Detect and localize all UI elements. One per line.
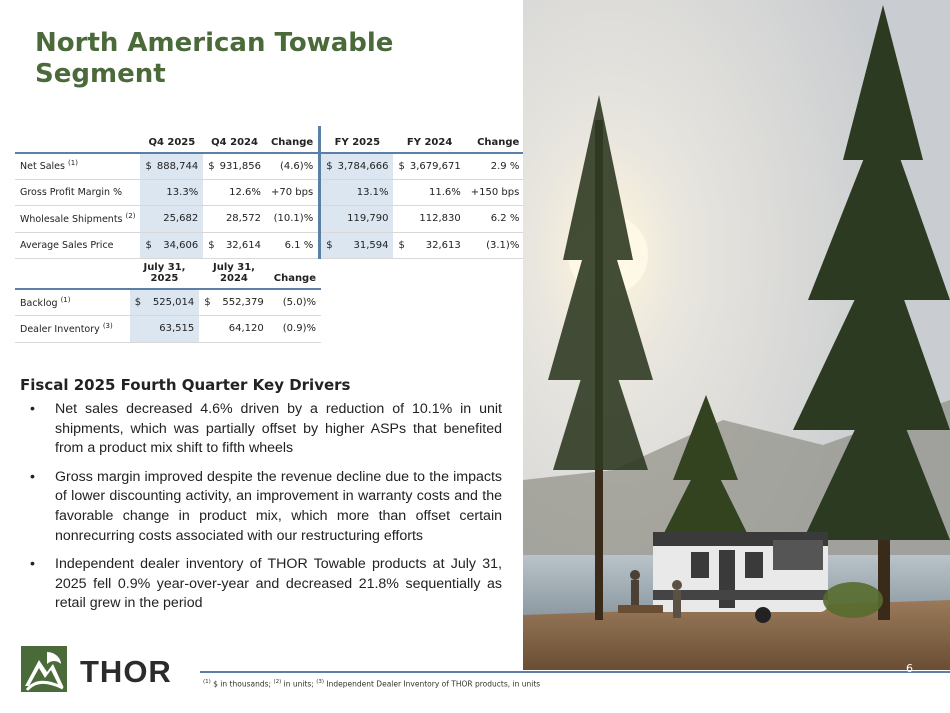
backlog-table <box>15 262 321 343</box>
list-item: • Net sales decreased 4.6% driven by a reduction of 10.1% in unit shipments, which was partially offset by higher ASPs that benefited from a product mix shift to fifth wheels <box>30 400 502 459</box>
table-header-row <box>15 126 524 153</box>
row-label: Backlog $^{(1)}$ <box>20 295 71 310</box>
header-fy-2025: FY 2025 <box>320 126 394 153</box>
value-change: (5.0)% <box>282 297 316 308</box>
value-q4-2025: 34,606 <box>152 232 203 259</box>
value-q4-2024: 32,614 <box>225 239 261 251</box>
value-q4-2025: 25,682 <box>152 206 203 233</box>
header-july-2025: July 31, 2025 <box>143 262 186 284</box>
drivers-list <box>30 400 502 623</box>
drivers-heading: Fiscal 2025 Fourth Quarter Key Drivers <box>20 376 351 394</box>
header-fy-change: Change <box>477 136 520 148</box>
currency <box>320 206 333 233</box>
currency <box>393 179 404 206</box>
currency: $ <box>208 239 215 251</box>
currency <box>140 206 151 233</box>
table-row <box>15 153 524 180</box>
header-blank <box>15 262 130 289</box>
currency: $ <box>320 153 333 180</box>
currency <box>199 316 217 343</box>
value-fy-2025: 31,594 <box>333 232 394 259</box>
value-q4-2025: 13.3% <box>152 179 203 206</box>
value-fy-change: +150 bps <box>470 186 520 198</box>
list-item: • Independent dealer inventory of THOR Towable products at July 31, 2025 fell 0.9% year-over-year and decreased 21.8% sequentially as retail grew in the period <box>30 555 502 614</box>
header-change: Change <box>273 273 316 284</box>
currency: $ <box>140 153 151 180</box>
table-row <box>15 316 321 343</box>
table-row <box>15 179 524 206</box>
value-fy-2025: 119,790 <box>333 206 394 233</box>
value-fy-change: 6.2 % <box>490 213 520 225</box>
currency: $ <box>320 232 333 259</box>
value-q-change: 6.1 % <box>284 239 314 251</box>
row-label: Dealer Inventory $^{(3)}$ <box>20 322 113 336</box>
performance-table <box>15 126 524 259</box>
value-q4-2024: 12.6% <box>229 186 261 198</box>
value-fy-2024: 112,830 <box>419 213 461 225</box>
value-q-change: (4.6)% <box>279 160 314 172</box>
currency: $ <box>398 160 405 172</box>
table-header-row <box>15 262 321 289</box>
currency <box>130 316 148 343</box>
value-fy-2025: 13.1% <box>333 179 394 206</box>
value-fy-change: (3.1)% <box>486 239 520 251</box>
currency <box>203 179 214 206</box>
value-fy-2024: 3,679,671 <box>409 160 461 172</box>
list-item: • Gross margin improved despite the revenue decline due to the impacts of lower discounting activity, an improvement in warranty costs and the favorable change in product mix, which more than offset certain nonrecurring costs associated with our restructuring efforts <box>30 468 502 546</box>
header-blank <box>15 126 140 153</box>
header-fy-2024: FY 2024 <box>406 136 453 148</box>
value-2024: 552,379 <box>222 297 264 308</box>
currency: $ <box>140 232 151 259</box>
value-q-change: +70 bps <box>271 186 314 198</box>
header-q-change: Change <box>270 136 314 148</box>
page-title: North American Towable Segment <box>35 28 394 89</box>
footnote: $^{(1)}$ $ in thousands; $^{(2)}$ in units; $^{(3)}$ Independent Dealer Inventory of THOR products, in units <box>203 679 541 689</box>
header-q4-2025: Q4 2025 <box>148 136 196 148</box>
page-number: 6 <box>906 662 913 675</box>
table-row <box>15 206 524 233</box>
value-q4-2024: 931,856 <box>219 160 261 172</box>
value-fy-2024: 11.6% <box>428 186 461 198</box>
table-row <box>15 232 524 259</box>
value-q-change: (10.1)% <box>273 213 314 225</box>
row-label: Net Sales $^{(1)}$ <box>20 159 78 173</box>
row-label: Wholesale Shipments $^{(2)}$ <box>20 212 136 226</box>
value-2025: 525,014 <box>148 289 199 316</box>
currency: $ <box>204 297 211 308</box>
value-change: (0.9)% <box>282 323 316 335</box>
value-fy-2024: 32,613 <box>425 239 461 251</box>
table-row <box>15 289 321 316</box>
value-2024: 64,120 <box>228 323 264 335</box>
row-label: Average Sales Price <box>20 239 114 251</box>
value-q4-2025: 888,744 <box>152 153 203 180</box>
header-q4-2024: Q4 2024 <box>211 136 258 148</box>
currency <box>320 179 333 206</box>
camping-photo <box>523 0 950 670</box>
header-july-2024: July 31, 2024 <box>212 262 255 284</box>
currency <box>140 179 151 206</box>
currency <box>393 206 404 233</box>
currency: $ <box>398 239 405 251</box>
logo-wordmark: THOR <box>80 654 172 689</box>
value-q4-2024: 28,572 <box>225 213 261 225</box>
row-label: Gross Profit Margin % <box>20 186 123 198</box>
currency: $ <box>130 289 148 316</box>
value-2025: 63,515 <box>148 316 199 343</box>
value-fy-2025: 3,784,666 <box>333 153 394 180</box>
currency <box>203 206 214 233</box>
currency: $ <box>208 160 215 172</box>
value-fy-change: 2.9 % <box>490 160 520 172</box>
footer-divider <box>200 671 950 673</box>
